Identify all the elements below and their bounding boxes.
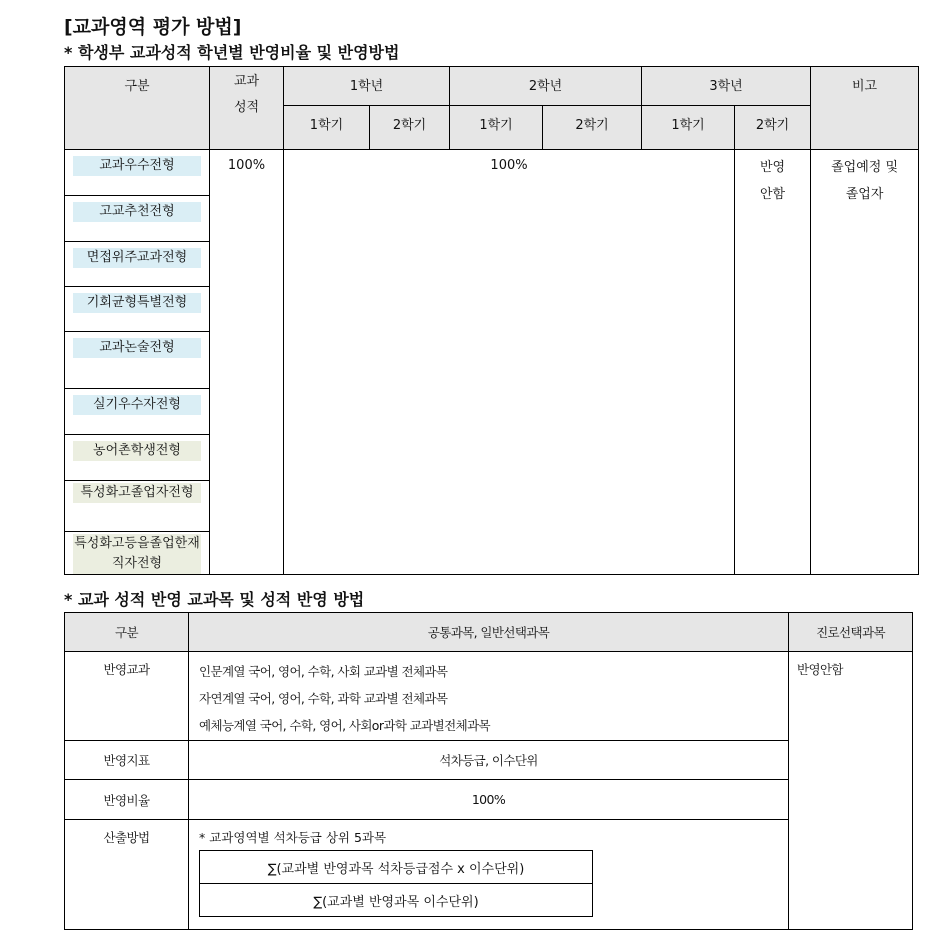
subject-line: 자연계열 국어, 영어, 수학, 과학 교과별 전체과목 (199, 691, 448, 706)
header-y2-sem1: 1학기 (450, 106, 543, 150)
last-semester-value: 반영 안함 (735, 150, 811, 575)
subjects-value (189, 652, 789, 741)
formula-numerator: ∑(교과별 반영과목 석차등급점수 x 이수단위) (200, 851, 593, 884)
admission-item: 교과우수전형 (73, 156, 201, 176)
admission-item: 기회균형특별전형 (73, 293, 201, 313)
header-y2-sem2: 2학기 (543, 106, 642, 150)
admission-item: 특성화고등을졸업한재직자전형 (73, 534, 201, 574)
admission-item: 면접위주교과전형 (73, 248, 201, 268)
ratio-value: 100% (189, 780, 789, 820)
section1-heading: * 학생부 교과성적 학년별 반영비율 및 반영방법 (64, 43, 400, 62)
header-y3-sem2: 2학기 (735, 106, 811, 150)
ratio-label: 반영비율 (65, 780, 189, 820)
method-value (189, 820, 789, 930)
section2-heading: * 교과 성적 반영 교과목 및 성적 반영 방법 (64, 590, 365, 609)
header-category: 구분 (65, 67, 210, 150)
index-value: 석차등급, 이수단위 (189, 741, 789, 780)
admission-item: 실기우수자전형 (73, 395, 201, 415)
subject-line: 인문계열 국어, 영어, 수학, 사회 교과별 전체과목 (199, 664, 448, 679)
header-category: 구분 (65, 613, 189, 652)
formula-box (199, 850, 593, 917)
grade-ratio-value: 100% (210, 150, 284, 575)
header-y1-sem1: 1학기 (284, 106, 370, 150)
formula-denominator: ∑(교과별 반영과목 이수단위) (200, 884, 593, 917)
career-value: 반영안함 (789, 652, 913, 930)
method-label: 산출방법 (65, 820, 189, 930)
admission-item: 농어촌학생전형 (73, 441, 201, 461)
subject-method-table (64, 612, 913, 930)
header-common: 공통과목, 일반선택과목 (189, 613, 789, 652)
subjects-label: 반영교과 (65, 652, 189, 741)
header-y1-sem2: 2학기 (370, 106, 450, 150)
header-year2: 2학년 (450, 67, 642, 106)
header-year3: 3학년 (642, 67, 811, 106)
method-text: * 교과영역별 석차등급 상위 5과목 (199, 830, 387, 845)
admission-item: 특성화고졸업자전형 (73, 483, 201, 503)
header-note: 비고 (811, 67, 919, 150)
admission-list (65, 150, 210, 575)
header-career: 진로선택과목 (789, 613, 913, 652)
header-grade-score: 교과 성적 (210, 67, 284, 150)
header-y3-sem1: 1학기 (642, 106, 735, 150)
subject-line: 예체능계열 국어, 수학, 영어, 사회or과학 교과별전체과목 (199, 718, 491, 733)
note-value: 졸업예정 및 졸업자 (811, 150, 919, 575)
admission-item: 고교추천전형 (73, 202, 201, 222)
page-title: [교과영역 평가 방법] (64, 16, 242, 38)
header-year1: 1학년 (284, 67, 450, 106)
index-label: 반영지표 (65, 741, 189, 780)
semester-ratio-value: 100% (284, 150, 735, 575)
admission-item: 교과논술전형 (73, 338, 201, 358)
grade-ratio-table (64, 66, 919, 575)
